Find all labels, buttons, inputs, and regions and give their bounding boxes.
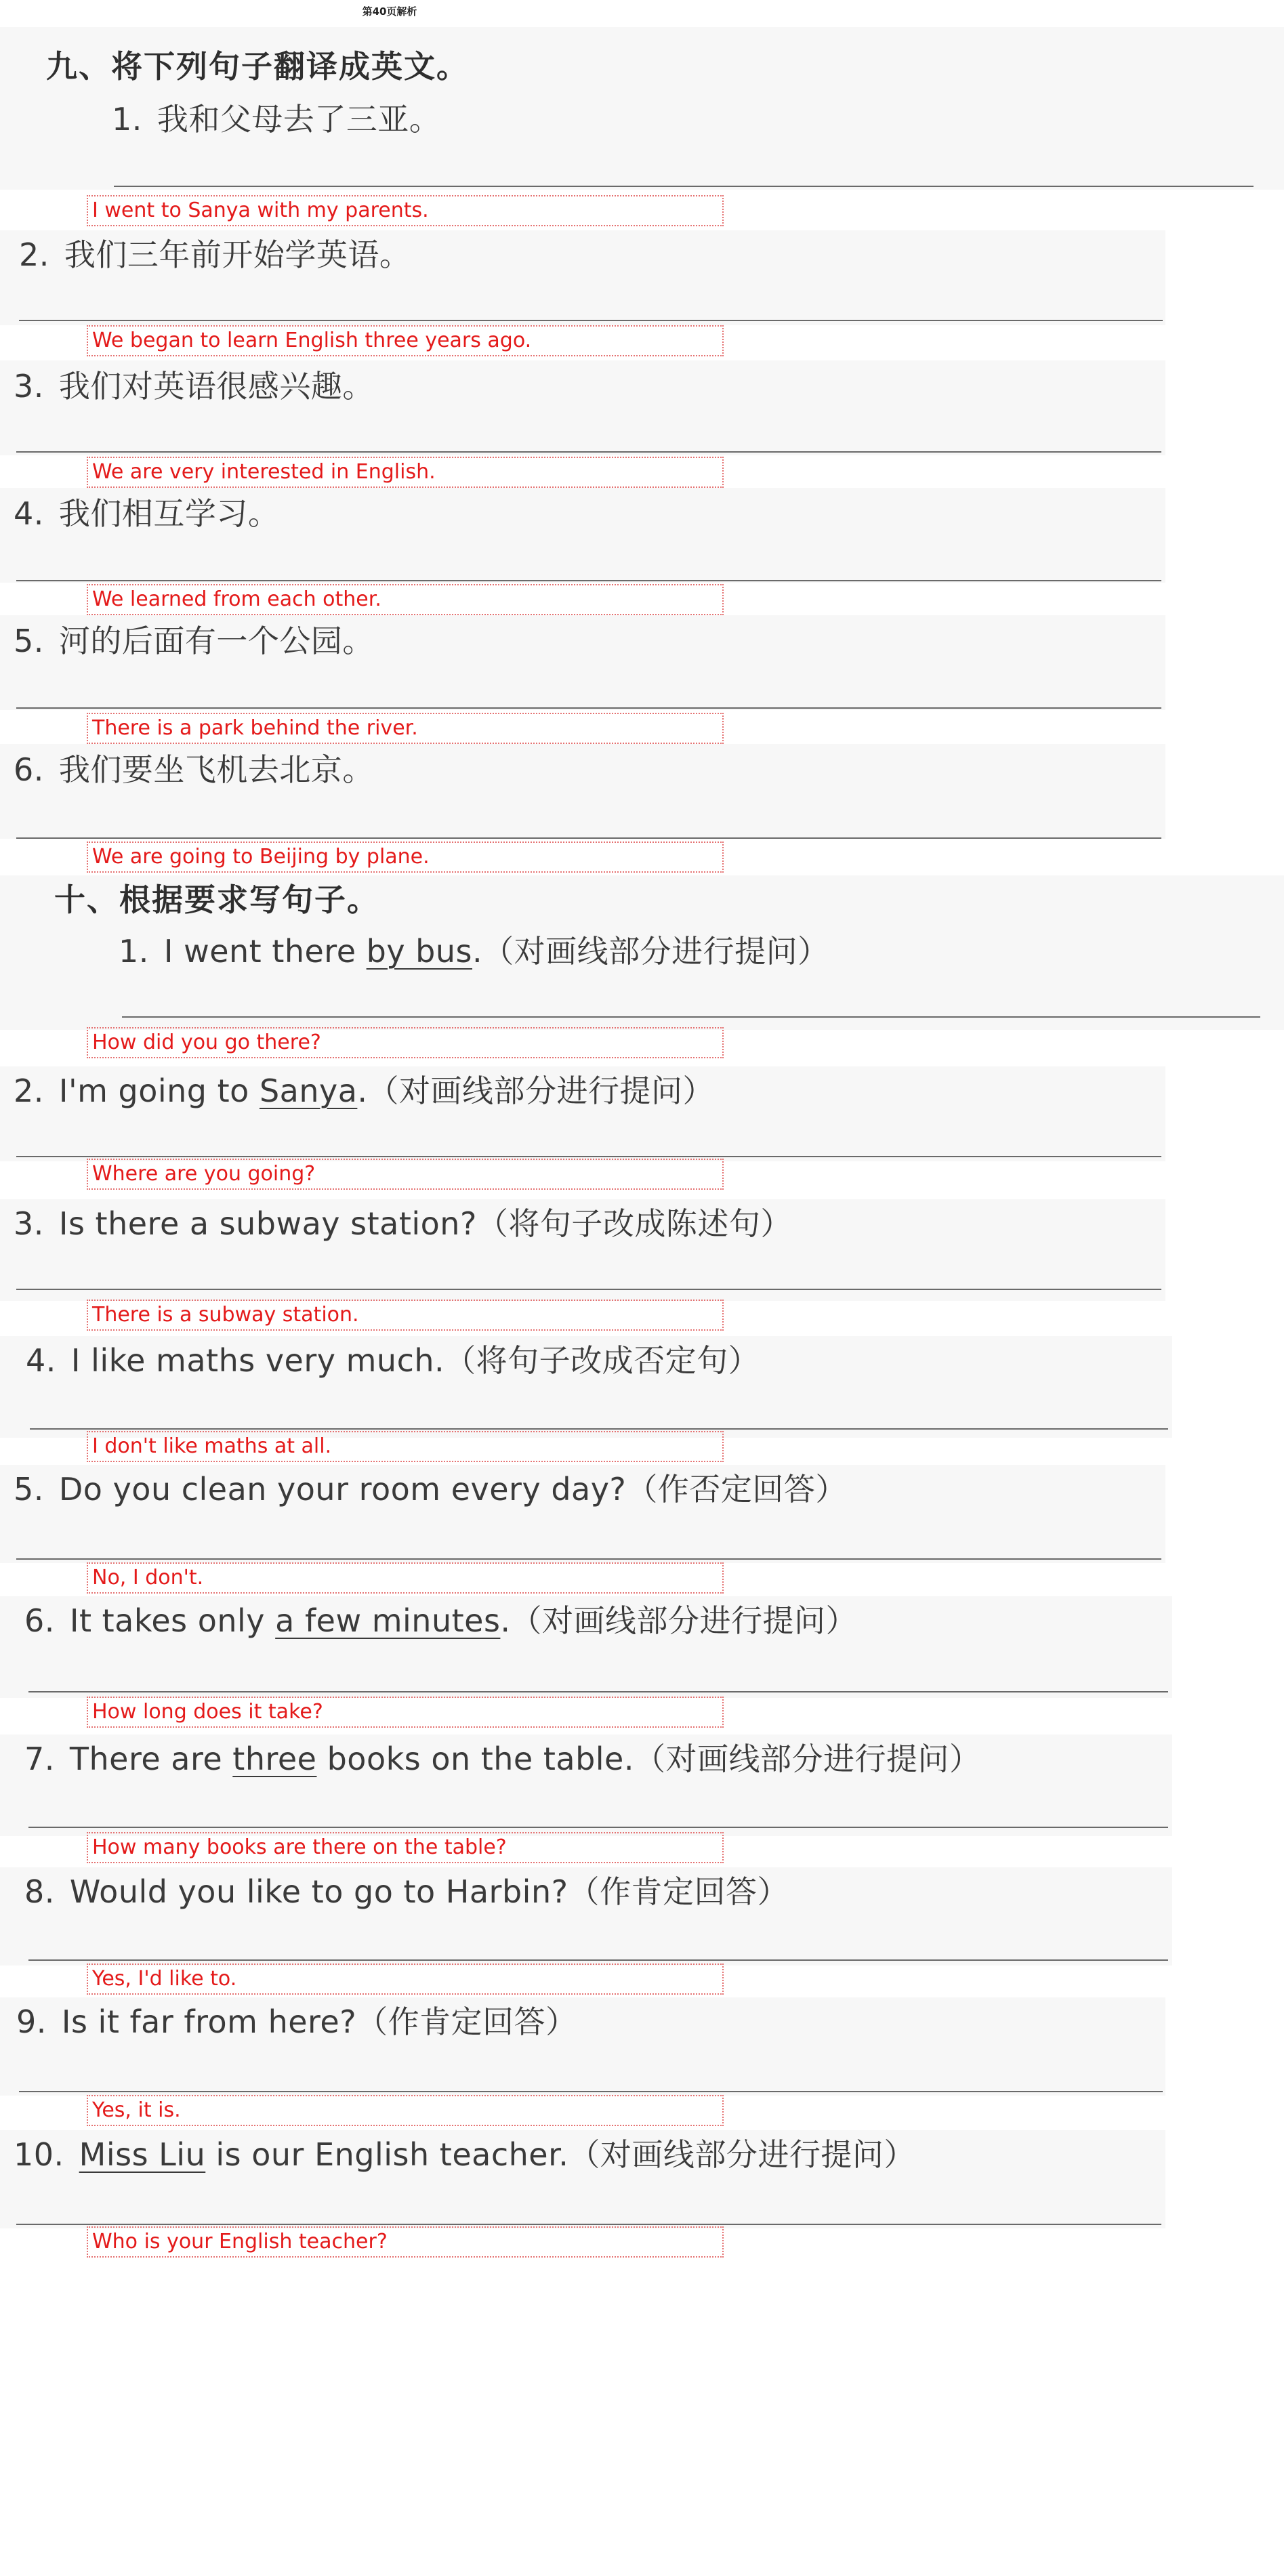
question-number: 4. [14, 495, 44, 532]
answer-line [28, 1827, 1168, 1828]
question-number: 7. [24, 1741, 55, 1777]
answer-line [16, 1156, 1161, 1157]
question-text: 我们三年前开始学英语。 [64, 236, 411, 273]
answer-line [16, 1289, 1161, 1290]
answer-line [16, 2224, 1161, 2225]
s10-q6 [24, 1596, 857, 1641]
answer-box: We are going to Beijing by plane. [87, 842, 724, 873]
sentence-end: . [357, 1073, 368, 1109]
s9-q1 [112, 95, 440, 140]
question-number: 3. [14, 368, 44, 404]
question-number: 3. [14, 1205, 44, 1242]
requirement: （对画线部分进行提问） [634, 1741, 981, 1777]
question-number: 6. [24, 1602, 55, 1639]
s10-q4 [26, 1336, 760, 1381]
answer-line [28, 1959, 1168, 1961]
answer-box: Yes, it is. [87, 2095, 724, 2126]
requirement: （将句子改成否定句） [444, 1342, 760, 1379]
answer-line [16, 451, 1161, 453]
s9-q4 [14, 489, 279, 534]
answer-line [16, 837, 1161, 839]
question-text: 我们要坐飞机去北京。 [58, 751, 374, 788]
sentence-text: I like maths very much. [70, 1342, 445, 1379]
s9-q3 [14, 362, 374, 407]
sentence-end: . [500, 1602, 511, 1639]
question-number: 6. [14, 751, 44, 788]
answer-box: We learned from each other. [87, 584, 724, 615]
question-number: 10. [14, 2136, 64, 2173]
question-text: 我们对英语很感兴趣。 [58, 368, 374, 404]
sentence-text: I went there [163, 933, 367, 970]
underlined-part: three [232, 1741, 317, 1777]
requirement: （对画线部分进行提问） [367, 1073, 715, 1109]
s10-q3 [14, 1199, 792, 1244]
question-number: 1. [119, 933, 149, 970]
sentence-end: . [472, 933, 483, 970]
requirement: （将句子改成陈述句） [476, 1205, 792, 1242]
sentence-end: books on the table. [316, 1741, 634, 1777]
answer-line [16, 707, 1161, 709]
answer-box: We began to learn English three years ago. [87, 325, 724, 356]
s10-q7 [24, 1734, 980, 1779]
sentence-text: Do you clean your room every day? [58, 1471, 627, 1508]
sentence-text: Is there a subway station? [58, 1205, 477, 1242]
section-10-title: 十、根据要求写句子。 [54, 881, 379, 918]
answer-box: Yes, I'd like to. [87, 1964, 724, 1995]
answer-box: How long does it take? [87, 1697, 724, 1728]
answer-line [19, 320, 1163, 321]
answer-box: I don't like maths at all. [87, 1431, 724, 1462]
answer-box: How many books are there on the table? [87, 1832, 724, 1863]
answer-box: Who is your English teacher? [87, 2226, 724, 2258]
requirement: （对画线部分进行提问） [568, 2136, 915, 2173]
underlined-part: a few minutes [275, 1602, 501, 1639]
s10-q10 [14, 2130, 915, 2175]
question-text: 河的后面有一个公园。 [58, 623, 374, 659]
s10-q9 [16, 1997, 577, 2042]
sentence-text: It takes only [69, 1602, 276, 1639]
underlined-part: by bus [366, 933, 473, 970]
s10-q5 [14, 1465, 847, 1510]
requirement: （作肯定回答） [568, 1873, 789, 1910]
question-number: 2. [14, 1073, 44, 1109]
answer-box: There is a subway station. [87, 1300, 724, 1331]
s10-q2 [14, 1066, 714, 1111]
question-number: 8. [24, 1873, 55, 1910]
answer-line [30, 1428, 1168, 1430]
answer-box: How did you go there? [87, 1027, 724, 1058]
answer-line [19, 2091, 1163, 2092]
answer-box: I went to Sanya with my parents. [87, 195, 724, 226]
answer-box: Where are you going? [87, 1159, 724, 1190]
sentence-text: Is it far from here? [61, 2003, 357, 2040]
requirement: （对画线部分进行提问） [482, 933, 829, 970]
question-number: 2. [19, 236, 49, 273]
s9-q5 [14, 617, 374, 661]
requirement: （作否定回答） [626, 1471, 847, 1508]
sentence-text: There are [69, 1741, 233, 1777]
requirement: （作肯定回答） [356, 2003, 577, 2040]
answer-line [16, 580, 1161, 581]
requirement: （对画线部分进行提问） [510, 1602, 858, 1639]
question-text: 我们相互学习。 [58, 495, 280, 532]
question-number: 9. [16, 2003, 47, 2040]
answer-box: We are very interested in English. [87, 457, 724, 488]
question-number: 1. [112, 101, 142, 138]
question-number: 5. [14, 1471, 44, 1508]
answer-line [114, 186, 1254, 187]
sentence-text: I'm going to [58, 1073, 260, 1109]
question-number: 5. [14, 623, 44, 659]
underlined-part: Miss Liu [79, 2136, 206, 2173]
answer-box: No, I don't. [87, 1562, 724, 1594]
s10-q1 [119, 927, 829, 972]
s10-q8 [24, 1867, 789, 1912]
s9-q2 [19, 230, 411, 275]
answer-box: There is a park behind the river. [87, 713, 724, 744]
page-header: 第40页解析 [362, 5, 417, 18]
section-9-title: 九、将下列句子翻译成英文。 [46, 48, 469, 85]
answer-line [28, 1691, 1168, 1692]
answer-line [122, 1016, 1260, 1018]
question-number: 4. [26, 1342, 56, 1379]
underlined-part: Sanya [259, 1073, 358, 1109]
sentence-end: is our English teacher. [205, 2136, 569, 2173]
question-text: 我和父母去了三亚。 [157, 101, 441, 138]
answer-line [16, 1558, 1161, 1560]
s9-q6 [14, 745, 374, 790]
sentence-text: Would you like to go to Harbin? [69, 1873, 568, 1910]
